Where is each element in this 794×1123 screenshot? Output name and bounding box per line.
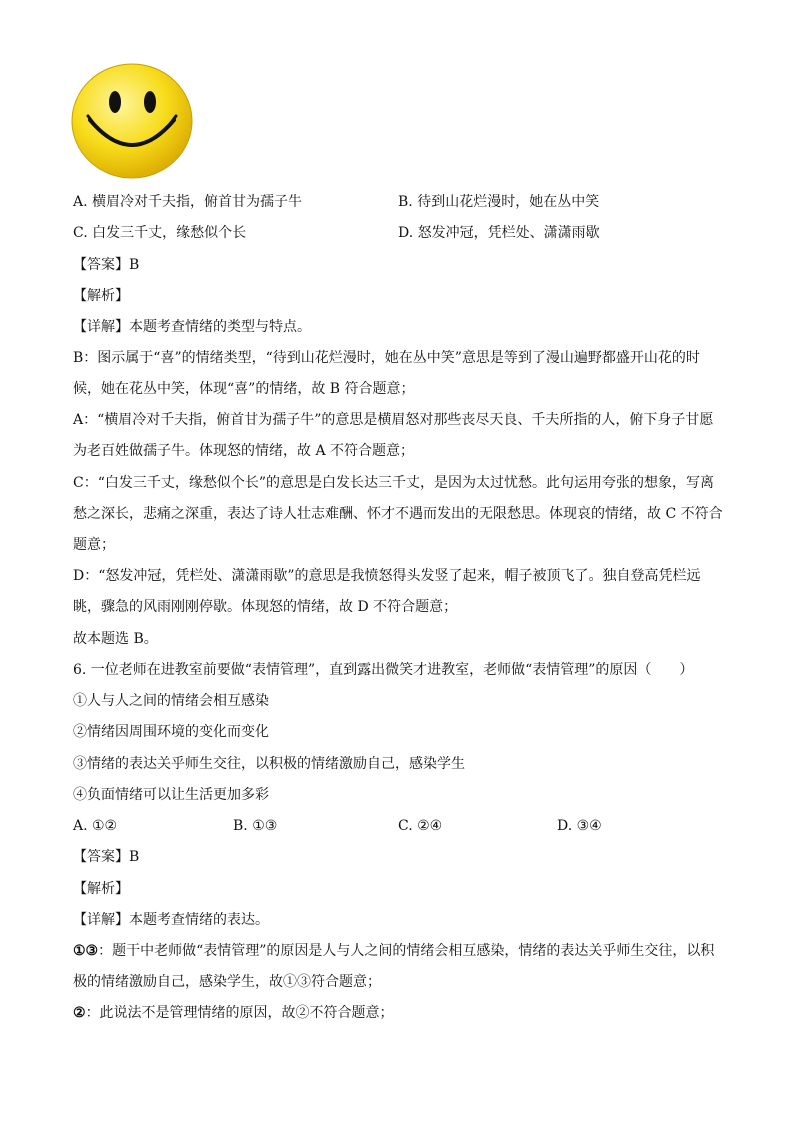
q6-explanation-line: ①③：题干中老师做“表情管理”的原因是人与人之间的情绪会相互感染，情绪的表达关乎师生交往，以积 <box>73 943 715 959</box>
q6-stem: 6. 一位老师在进教室前要做“表情管理”，直到露出微笑才进教室，老师做“表情管理”的原因（ ） <box>73 662 694 678</box>
q5-explanation-line: 为老百姓做孺子牛。体现怒的情绪，故 A 不符合题意； <box>73 443 415 459</box>
q5-explanation-line: D：“怒发冲冠，凭栏处、潇潇雨歇”的意思是我愤怒得头发竖了起来，帽子被顶飞了。独自登高凭栏远 <box>73 568 701 584</box>
q6-explanation-line: 极的情绪激励自己，感染学生，故①③符合题意； <box>73 974 381 990</box>
q5-option-c: C. 白发三千丈，缘愁似个长 <box>73 225 247 241</box>
q6-option-c: C. ②④ <box>398 818 443 834</box>
q5-detail: 【详解】本题考查情绪的类型与特点。 <box>73 319 311 335</box>
q5-explanation-line: A：“横眉冷对千夫指，俯首甘为孺子牛”的意思是横眉怒对那些丧尽天良、千夫所指的人，俯下身子甘愿 <box>73 412 714 428</box>
q6-detail: 【详解】本题考查情绪的表达。 <box>73 912 269 928</box>
q6-option-a: A. ①② <box>73 818 118 834</box>
smiley-face-image <box>70 62 194 180</box>
q6-explanation-line: ②：此说法不是管理情绪的原因，故②不符合题意； <box>73 1005 394 1021</box>
q5-explanation-line: 眺，骤急的风雨刚刚停歇。体现怒的情绪，故 D 不符合题意； <box>73 599 458 615</box>
q5-explanation-line: B：图示属于“喜”的情绪类型，“待到山花烂漫时，她在丛中笑”意思是等到了漫山遍野都盛开山花的时 <box>73 350 700 366</box>
q5-answer: 【答案】B <box>73 257 140 273</box>
q5-conclusion: 故本题选 B。 <box>73 631 158 647</box>
q6-analysis-title: 【解析】 <box>73 881 129 897</box>
q5-analysis-title: 【解析】 <box>73 288 129 304</box>
q5-explanation-line: 候，她在花丛中笑，体现“喜”的情绪，故 B 符合题意； <box>73 381 415 397</box>
q6-answer: 【答案】B <box>73 849 140 865</box>
q5-explanation-line: C：“白发三千丈，缘愁似个长”的意思是白发长达三千丈，是因为太过忧愁。此句运用夸张的想象，写离 <box>73 475 715 491</box>
q5-option-a: A. 横眉冷对千夫指，俯首甘为孺子牛 <box>73 194 303 210</box>
q6-statement: ②情绪因周围环境的变化而变化 <box>73 724 269 740</box>
q6-option-b: B. ①③ <box>233 818 278 834</box>
q5-explanation-line: 题意； <box>73 537 115 553</box>
q5-option-b: B. 待到山花烂漫时，她在丛中笑 <box>398 194 600 210</box>
q6-statement: ③情绪的表达关乎师生交往，以积极的情绪激励自己，感染学生 <box>73 756 465 772</box>
q6-option-d: D. ③④ <box>557 818 602 834</box>
q6-statement: ④负面情绪可以让生活更加多彩 <box>73 787 269 803</box>
q5-explanation-line: 愁之深长，悲痛之深重，表达了诗人壮志难酬、怀才不遇而发出的无限愁思。体现哀的情绪，故 C 不符合 <box>73 506 723 522</box>
q5-option-d: D. 怒发冲冠，凭栏处、潇潇雨歇 <box>398 225 600 241</box>
q6-statement: ①人与人之间的情绪会相互感染 <box>73 693 269 709</box>
